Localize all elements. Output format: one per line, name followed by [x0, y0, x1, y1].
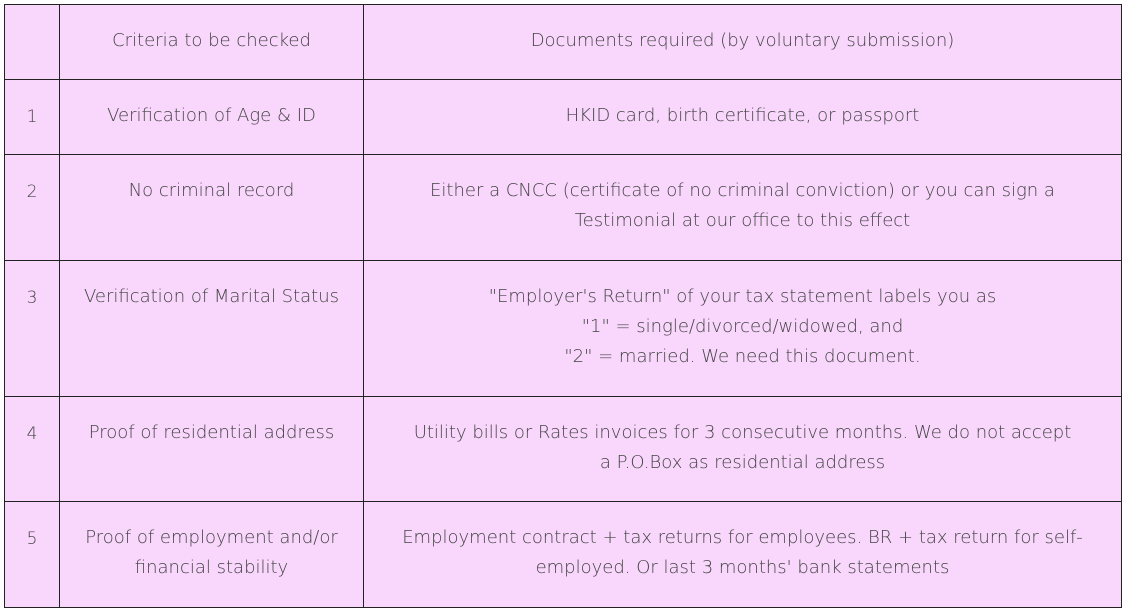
documents-line: HKID card, birth certificate, or passport	[565, 105, 920, 126]
documents-cell	[364, 397, 1122, 502]
documents-cell	[364, 261, 1122, 397]
documents-line: a P.O.Box as residential address	[599, 452, 886, 473]
criteria-line: Proof of employment and/or	[85, 527, 338, 548]
documents-line: Testimonial at our office to this effect	[574, 210, 911, 231]
documents-line: employed. Or last 3 months' bank statements	[535, 557, 950, 578]
documents-line: Either a CNCC (certificate of no criminal conviction) or you can sign a	[430, 180, 1055, 201]
table-row	[5, 80, 1122, 155]
documents-line: "2" = married. We need this document.	[564, 346, 921, 367]
row-number: 5	[5, 502, 60, 608]
row-number: 4	[5, 397, 60, 502]
documents-cell	[364, 155, 1122, 261]
table-row	[5, 502, 1122, 608]
criteria-cell	[60, 502, 364, 608]
row-number: 2	[5, 155, 60, 261]
header-criteria: Criteria to be checked	[60, 5, 364, 80]
requirements-table	[4, 4, 1122, 608]
table-row	[5, 155, 1122, 261]
requirements-table-wrapper	[4, 4, 1121, 607]
criteria-cell: Verification of Marital Status	[60, 261, 364, 397]
documents-line: "1" = single/divorced/widowed, and	[581, 316, 904, 337]
row-number: 3	[5, 261, 60, 397]
table-header-row	[5, 5, 1122, 80]
documents-cell	[364, 80, 1122, 155]
header-documents: Documents required (by voluntary submission)	[364, 5, 1122, 80]
criteria-cell: Proof of residential address	[60, 397, 364, 502]
documents-cell	[364, 502, 1122, 608]
criteria-cell: Verification of Age & ID	[60, 80, 364, 155]
table-row	[5, 261, 1122, 397]
criteria-line: financial stability	[134, 557, 289, 578]
header-number-cell	[5, 5, 60, 80]
documents-line: Utility bills or Rates invoices for 3 consecutive months. We do not accept	[413, 422, 1072, 443]
criteria-cell: No criminal record	[60, 155, 364, 261]
table-row	[5, 397, 1122, 502]
documents-line: "Employer's Return" of your tax statement labels you as	[488, 286, 997, 307]
documents-line: Employment contract + tax returns for employees. BR + tax return for self-	[402, 527, 1083, 548]
row-number: 1	[5, 80, 60, 155]
